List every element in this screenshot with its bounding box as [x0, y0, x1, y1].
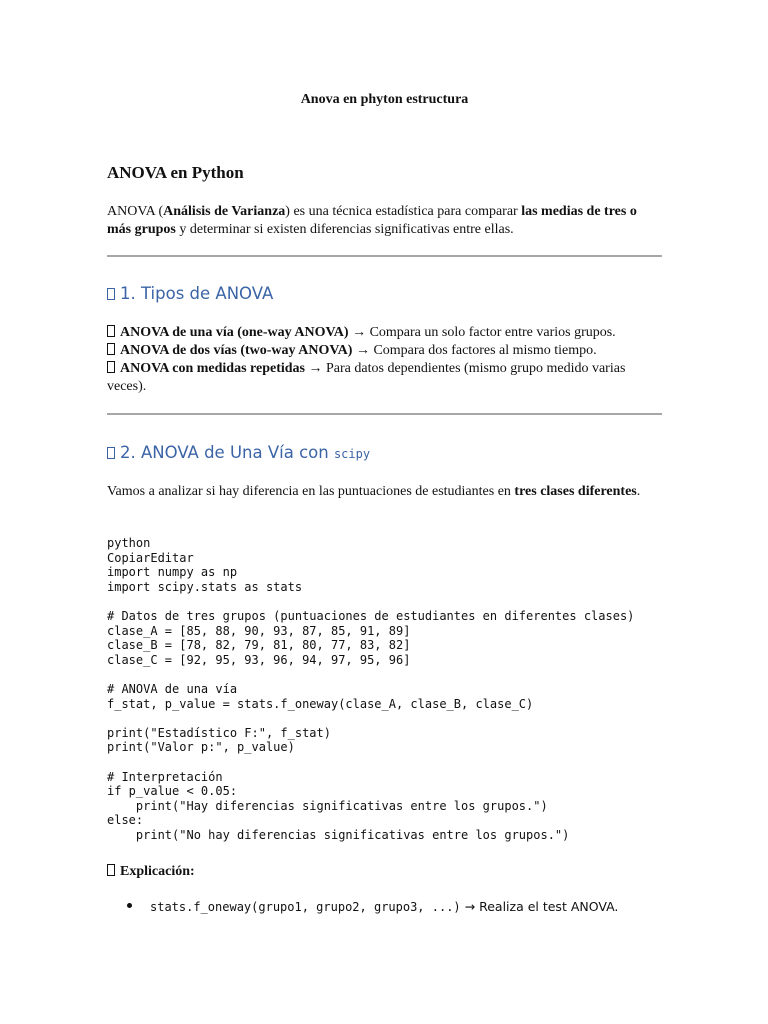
anova-type-desc: Compara un solo factor entre varios grupos.	[369, 325, 616, 340]
missing-glyph-icon	[107, 343, 115, 355]
anova-type-name: ANOVA con medidas repetidas	[120, 361, 306, 376]
arrow-glyph: →	[305, 361, 327, 376]
missing-glyph-icon	[107, 361, 115, 373]
intro-paragraph	[107, 203, 662, 239]
section-2-paragraph	[107, 483, 662, 501]
anova-type-item	[107, 324, 667, 342]
intro-text-3: y determinar si existen diferencias significativas entre ellas.	[175, 222, 514, 237]
bullet-text: → Realiza el test ANOVA.	[460, 899, 619, 914]
section-1-heading	[107, 284, 273, 303]
intro-bold-2: las medias de tres o más grupos	[107, 204, 637, 237]
python-code-block: python CopiarEditar import numpy as np import scipy.stats as stats # Datos de tres grupos (puntuaciones de estudiantes en diferentes clases) clase_A = [85, 88, 90, 93, 87, 85, 91, 89] clase_B = [78, 82, 79, 81, 80, 77, 83, 82] clase_C = [92, 95, 93, 96, 94, 97, 95, 96] # ANOVA de una vía f_stat, p_value = stats.f_oneway(clase_A, clase_B, clase_C) print("Estadístico F:", f_stat) print("Valor p:", p_value) # Interpretación if p_value < 0.05: print("Hay diferencias significativas entre los grupos.") else: print("No hay diferencias significativas entre los grupos.")	[107, 536, 635, 842]
anova-type-name: ANOVA de una vía (one-way ANOVA)	[120, 325, 349, 340]
bullet-code: stats.f_oneway(grupo1, grupo2, grupo3, ...)	[150, 900, 461, 914]
document-title: Anova en phyton estructura	[300, 92, 469, 107]
anova-type-item	[107, 342, 667, 360]
missing-glyph-icon	[107, 864, 115, 876]
anova-type-name: ANOVA de dos vías (two-way ANOVA)	[120, 343, 353, 358]
section-2-heading	[107, 443, 370, 462]
explanation-title: Explicación:	[120, 864, 195, 879]
divider-1	[107, 255, 662, 257]
section-2-title-code: scipy	[333, 447, 371, 461]
para-text-2: .	[636, 484, 641, 499]
para-bold-1: tres clases diferentes	[514, 484, 637, 499]
intro-text-2: ) es una técnica estadística para comparar	[285, 204, 522, 219]
list-item	[127, 899, 618, 915]
anova-type-item	[107, 360, 667, 396]
para-text-1: Vamos a analizar si hay diferencia en las puntuaciones de estudiantes en	[107, 484, 515, 499]
intro-text-1: ANOVA (	[107, 204, 164, 219]
anova-type-desc: Compara dos factores al mismo tiempo.	[373, 343, 597, 358]
section-1-title: 1. Tipos de ANOVA	[120, 284, 274, 303]
arrow-glyph: →	[348, 325, 370, 340]
anova-types-list	[107, 324, 667, 396]
missing-glyph-icon	[107, 288, 115, 300]
bullet-icon	[127, 903, 132, 908]
section-2-title: 2. ANOVA de Una Vía con	[120, 443, 334, 462]
main-heading: ANOVA en Python	[107, 163, 244, 182]
divider-2	[107, 413, 662, 415]
arrow-glyph: →	[352, 343, 374, 358]
anova-type-desc: Para datos dependientes (mismo grupo medido varias veces).	[107, 361, 626, 394]
intro-bold-1: Análisis de Varianza	[163, 204, 286, 219]
explanation-heading	[107, 864, 195, 880]
missing-glyph-icon	[107, 325, 115, 337]
missing-glyph-icon	[107, 447, 115, 459]
